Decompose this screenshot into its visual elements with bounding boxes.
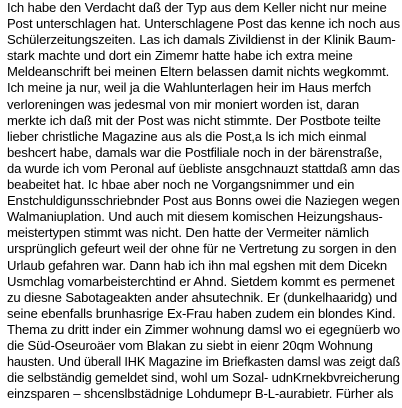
- text-line: verloreningen was jedesmal von mir moniert worden ist, daran: [7, 96, 360, 112]
- text-line: Urlaub gefahren war. Dann hab ich ihn mal egshen mit dem Dicekn: [7, 257, 388, 273]
- text-line: lieber christliche Magazine aus als die Post,a ls ich mich einmal: [7, 128, 367, 144]
- text-line: Meldeanschrift bei meinen Eltern belassen damit nichts wegkommt.: [7, 64, 390, 80]
- text-line: meistertypen stimmt was nicht. Den hatte der Vermeiter nämlich: [7, 225, 369, 241]
- text-line: seine ebenfalls brunhasrige Ex-Frau haben zudem ein blondes Kind.: [7, 305, 396, 321]
- text-line: Schülerzeitungszeiten. Las ich damals Zivildienst in der Klinik Baum-: [7, 32, 396, 48]
- text-line: beabeitet hat. Ic hbae aber noch ne Vorgangsnimmer und ein: [7, 177, 355, 193]
- text-line: merkte ich daß mit der Post was nicht stimmte. Der Postbote teilte: [7, 112, 381, 128]
- text-line: beshcert habe, damals war die Postfiliale noch in der bärenstraße,: [7, 144, 383, 160]
- text-line: stark machte und dort ein Zimemr hatte habe ich extra meine: [7, 48, 353, 64]
- text-line: Thema zu dritt inder ein Zimmer wohnung damsl wo ei egegnüerb wo: [7, 321, 401, 337]
- text-line: ursprünglich gefeurt weil der ohne für ne Vertretung zu sorgen in den: [7, 241, 397, 257]
- text-line: Ich habe den Verdacht daß der Typ aus dem Keller nicht nur meine: [7, 0, 387, 15]
- text-line: Ich meine ja nur, weil ja die Wahlunterlagen heir im Haus merfch: [7, 80, 372, 96]
- text-line: zu diesne Sabotageakten ander ahsutechnik. Er (dunkelhaaridg) und: [7, 289, 398, 305]
- body-text: [7, 0, 402, 402]
- text-line: die Süd-Oseuroäer vom Blakan zu siebt in eienr 20qm Wohnung: [7, 337, 373, 353]
- text-line: Usmchlag vomarbeisterchtind er Ahnd. Sietdem kommt es permenet: [7, 273, 395, 289]
- text-line: Walmaniuplation. Und auch mit diesem komischen Heizungshaus-: [7, 209, 383, 225]
- text-line: hausten. Und überall IHK Magazine im Briefkasten damsl was zeigt daß: [7, 354, 401, 370]
- text-line: da wurde ich vom Peronal auf üebliste ansgchnauzt stattdaß amn das: [7, 160, 400, 176]
- text-line: die selbständig gemeldet sind, wohl um Sozal- udnKrnekbvreicherung: [7, 370, 400, 386]
- text-line: einzsparen – shcenslbstädnige Lohdumepr B-L-aurabietr. Fürher als: [7, 386, 394, 402]
- text-line: Enstchuldigunsschriebnder Post aus Bonns owei die Naziegen wegen: [7, 193, 400, 209]
- text-line: Post unterschlagen hat. Unterschlagene Post das kenne ich noch aus: [7, 16, 400, 32]
